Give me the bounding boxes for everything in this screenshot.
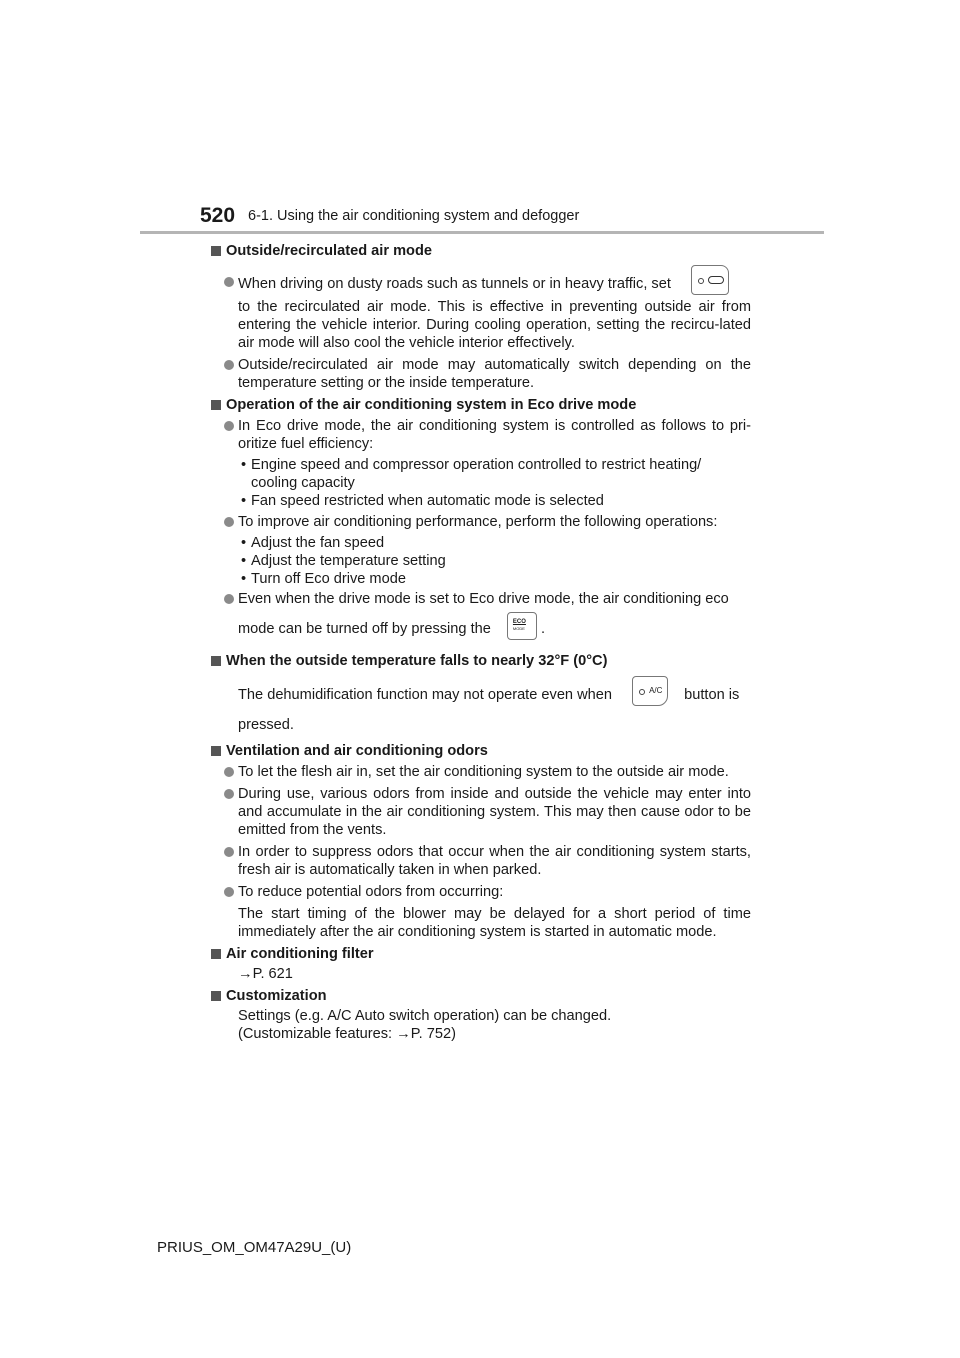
- page-number: 520: [200, 204, 236, 227]
- sub-item: • Adjust the temperature setting: [241, 553, 446, 569]
- bullet-continuation: to the recirculated air mode. This is effective in preventing outside air from entering the vehicle interior. During cooling operation, setting the recircu-lated air mode will also cool the vehicle interior effectively.: [238, 299, 751, 351]
- heading-outside-temperature: When the outside temperature falls to nearly 32°F (0°C): [211, 652, 751, 670]
- page-reference-link[interactable]: →P. 621: [238, 966, 293, 982]
- heading-ventilation-odors: Ventilation and air conditioning odors: [211, 742, 751, 760]
- heading-customization: Customization: [211, 987, 751, 1005]
- ac-button-icon: A/C: [632, 676, 668, 706]
- heading-square-icon: [211, 400, 221, 410]
- paragraph: pressed.: [238, 717, 294, 733]
- paragraph: The start timing of the blower may be delayed for a short period of time immediately after the air conditioning system is started in automatic mode.: [238, 906, 751, 940]
- bullet-item: To let the flesh air in, set the air conditioning system to the outside air mode.: [211, 763, 751, 781]
- sub-item: • Adjust the fan speed: [241, 535, 385, 551]
- bullet-item: To improve air conditioning performance, perform the following operations:: [211, 513, 751, 531]
- paragraph: Settings (e.g. A/C Auto switch operation) can be changed.: [238, 1008, 612, 1024]
- heading-square-icon: [211, 246, 221, 256]
- eco-mode-button-icon: ECO MODE: [507, 612, 537, 640]
- bullet-dot-icon: [224, 594, 234, 604]
- sub-item: • Engine speed and compressor operation controlled to restrict heating/ cooling capacity: [241, 457, 702, 491]
- page-content: [211, 242, 751, 1043]
- bullet-dot-icon: [224, 421, 234, 431]
- bullet-dot-icon: [224, 360, 234, 370]
- bullet-item: In Eco drive mode, the air conditioning system is controlled as follows to pri-oritize fuel efficiency:: [211, 417, 751, 453]
- paragraph: The dehumidification function may not operate even when A/C button is: [211, 684, 751, 706]
- heading-air-filter: Air conditioning filter: [211, 945, 751, 963]
- footer-document-code: PRIUS_OM_OM47A29U_(U): [157, 1239, 352, 1256]
- heading-outside-recirculated: Outside/recirculated air mode: [211, 242, 751, 260]
- sub-item: • Turn off Eco drive mode: [241, 571, 406, 587]
- bullet-item: When driving on dusty roads such as tunnels or in heavy traffic, set: [211, 273, 751, 295]
- header-divider: [140, 231, 824, 234]
- heading-square-icon: [211, 991, 221, 1001]
- bullet-dot-icon: [224, 767, 234, 777]
- bullet-item: In order to suppress odors that occur when the air conditioning system starts, fresh air is automatically taken in when parked.: [211, 843, 751, 879]
- bullet-dot-icon: [224, 887, 234, 897]
- heading-square-icon: [211, 656, 221, 666]
- bullet-item: Even when the drive mode is set to Eco drive mode, the air conditioning eco: [211, 590, 751, 608]
- bullet-continuation: mode can be turned off by pressing the ECO MODE .: [211, 618, 751, 640]
- bullet-item: To reduce potential odors from occurring:: [211, 883, 751, 901]
- bullet-item: Outside/recirculated air mode may automatically switch depending on the temperature setting or the inside temperature.: [211, 356, 751, 392]
- bullet-dot-icon: [224, 789, 234, 799]
- bullet-dot-icon: [224, 847, 234, 857]
- bullet-item: During use, various odors from inside and outside the vehicle may enter into and accumulate in the air conditioning system. This may then cause odor to be emitted from the vents.: [211, 785, 751, 839]
- bullet-dot-icon: [224, 517, 234, 527]
- sub-item: • Fan speed restricted when automatic mode is selected: [241, 493, 604, 509]
- paragraph: (Customizable features: →P. 752): [238, 1026, 456, 1042]
- page-header: [140, 204, 824, 234]
- heading-eco-drive: Operation of the air conditioning system in Eco drive mode: [211, 396, 751, 414]
- heading-square-icon: [211, 949, 221, 959]
- section-title: 6-1. Using the air conditioning system and defogger: [248, 208, 580, 224]
- bullet-dot-icon: [224, 277, 234, 287]
- heading-square-icon: [211, 746, 221, 756]
- recirculate-arrow-icon: [708, 276, 724, 284]
- recirculated-air-button-icon: [691, 265, 729, 295]
